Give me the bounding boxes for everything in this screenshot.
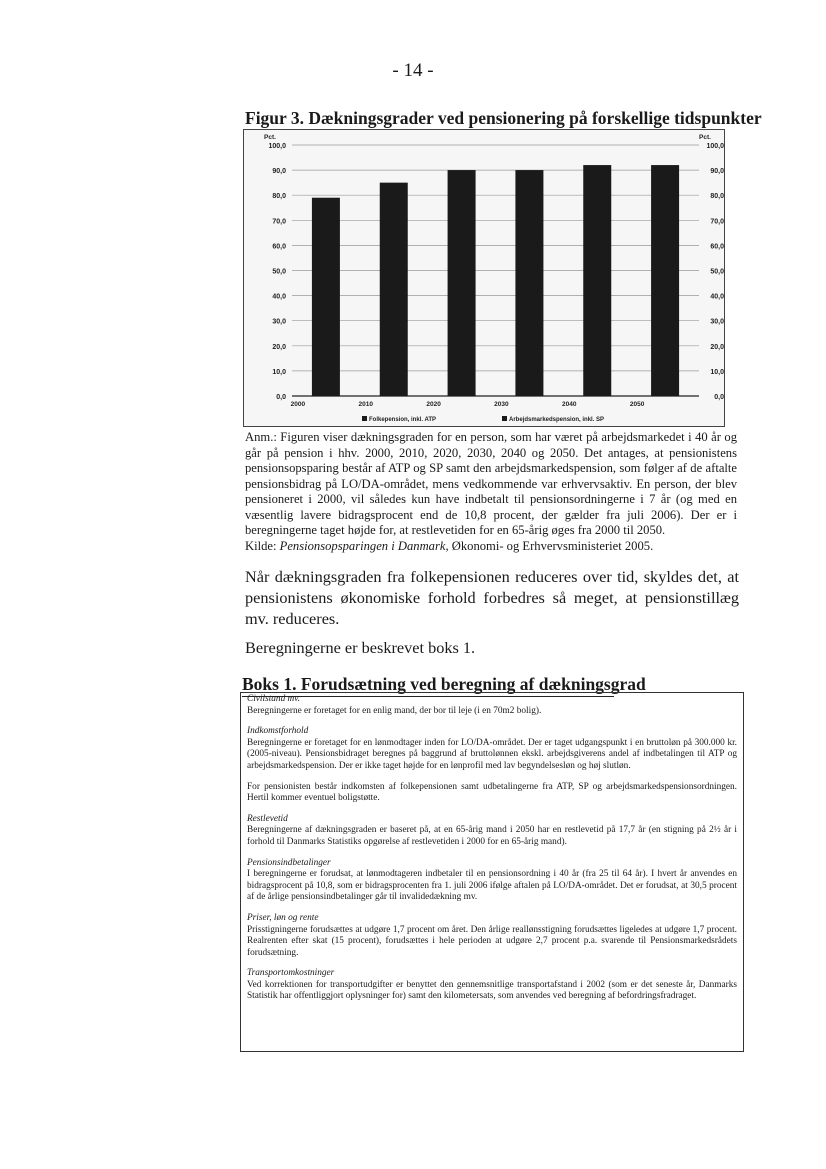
x-tick-label: 2040 xyxy=(562,401,577,408)
bar-2010 xyxy=(380,183,408,396)
chart-legend xyxy=(362,416,604,423)
bar-2040 xyxy=(583,165,611,396)
y-tick-label-left: 90,0 xyxy=(272,168,286,176)
y-tick-label-left: 60,0 xyxy=(272,243,286,251)
box-section xyxy=(247,694,737,717)
box-sections xyxy=(247,694,737,1003)
y-axis-label-right: Pct. xyxy=(699,134,711,141)
box-section-title: Priser, løn og rente xyxy=(247,912,319,923)
y-tick-label-right: 40,0 xyxy=(710,293,724,301)
bar-2000 xyxy=(312,198,340,396)
figure-title: Figur 3. Dækningsgrader ved pensionering på forskellige tidspunkter xyxy=(245,108,723,132)
x-tick-label: 2050 xyxy=(629,401,645,408)
box-section-title: Indkomstforhold xyxy=(247,726,309,737)
box-title: Boks 1. Forudsætning ved beregning af dækningsgrad xyxy=(242,674,614,697)
y-tick-label-right: 10,0 xyxy=(710,368,724,376)
x-tick-label: 2020 xyxy=(426,401,441,408)
y-tick-label-right: 0,0 xyxy=(714,394,724,401)
source-rest: , Økonomi- og Erhvervsministeriet 2005. xyxy=(445,538,654,553)
note-label: Anm.: xyxy=(245,430,277,444)
box-section-title: Transportomkostninger xyxy=(247,968,335,979)
chart-grid xyxy=(292,145,699,396)
y-tick-label-right: 20,0 xyxy=(710,343,724,351)
box-section-text: Beregningerne af dækningsgraden er baseret på, at en 65-årig mand i 2050 har en restlevetid på 17,7 år (en stigning på 2½ år i forhold til Danmarks Statistiks opgørelse af restlevetiden i 2000 for en 65-årig mand). xyxy=(247,825,737,847)
y-axis-label-left: Pct. xyxy=(264,134,276,141)
y-tick-label-right: 50,0 xyxy=(710,268,724,276)
chart-frame xyxy=(243,129,725,427)
body-paragraph-2: Beregningerne er beskrevet boks 1. xyxy=(245,638,476,657)
box-section xyxy=(247,782,737,805)
box-section-title: Civilstand mv. xyxy=(247,694,301,704)
y-tick-label-left: 70,0 xyxy=(272,218,286,226)
box-section xyxy=(247,968,737,1003)
box-section xyxy=(247,858,737,904)
y-tick-label-left: 30,0 xyxy=(272,318,286,326)
box-section xyxy=(247,913,737,959)
x-tick-label: 2030 xyxy=(494,401,509,408)
assumptions-box xyxy=(240,692,744,1052)
box-section-text: Ved korrektionen for transportudgifter er benyttet den gennemsnitlige transportafstand i 2002 (som er det seneste år, Danmarks Statistik har offentliggjort oplysninger for) samt den kilometersats, som anvendes ved beregning af befordringsfradraget. xyxy=(247,979,737,1002)
box-section-title: Restlevetid xyxy=(247,813,288,824)
bar-2020 xyxy=(448,170,476,396)
box-section-text: Prisstigningerne forudsættes at udgøre 1,7 procent om året. Den årlige reallønsstigning forudsættes ligeledes at udgøre 1,7 procent. Realrenten efter skat (15 procent), forudsættes i hele perioden at udgøre 2,7 procent p.a. svarende til Pensionsmarkedsrådets forudsætning. xyxy=(247,924,737,958)
legend-swatch xyxy=(362,416,367,421)
coverage-bar-chart xyxy=(244,130,724,426)
y-tick-label-right: 30,0 xyxy=(710,318,724,326)
x-tick-label: 2010 xyxy=(358,401,373,408)
legend-swatch xyxy=(502,416,507,421)
chart-bars xyxy=(312,165,679,396)
bar-2050 xyxy=(651,165,679,396)
bar-2030 xyxy=(515,170,543,396)
y-tick-label-right: 70,0 xyxy=(710,218,724,226)
y-tick-label-left: 50,0 xyxy=(272,268,286,276)
box-section-text: I beregningerne er forudsat, at lønmodtageren indbetaler til en pensionsordning i 40 år (fra 25 til 64 år). I hvert år anvendes en bidragsprocent på 10,8, som er bidragsprocenten fra 1. juli 2006 ifølge aftalen på LO/DA-området. Det er forudsat, at 30,5 procent af de årlige pensionsindbetalinger går til invalidedækning mv. xyxy=(247,869,737,903)
legend-label: Arbejdsmarkedspension, inkl. SP xyxy=(509,417,605,423)
y-tick-label-left: 10,0 xyxy=(272,368,286,376)
note-text: Figuren viser dækningsgraden for en person, som har været på arbejdsmarkedet i 40 år og går på pension i hhv. 2000, 2010, 2020, 2030, 2040 og 2050. Det antages, at pensionistens pensionsopsparing består af ATP og SP samt den arbejdsmarkedspension, som følger af de aftalte pensionsbidrag på LO/DA-området, mens vedkommende var erhvervsaktiv. En person, der blev pensioneret i 2000, vil således kun have indbetalt til pensionsordningerne i 7 år (og med en væsentlig lavere bidragsprocent end de 10,8 procent, der gælder fra juli 2006). Der er i beregningerne taget højde for, at restlevetiden for en 65-årig øges fra 2000 til 2050. xyxy=(245,430,737,537)
y-tick-label-left: 100,0 xyxy=(268,143,286,150)
page-number: - 14 - xyxy=(392,60,434,81)
y-tick-label-left: 0,0 xyxy=(276,394,286,401)
box-section xyxy=(247,726,737,772)
y-tick-label-right: 80,0 xyxy=(710,193,724,201)
y-tick-label-left: 40,0 xyxy=(272,293,286,301)
y-tick-label-left: 80,0 xyxy=(272,193,286,201)
box-section-text: Beregningerne er foretaget for en enlig mand, der bor til leje (i en 70m2 bolig). xyxy=(247,705,542,716)
box-section-title: Pensionsindbetalinger xyxy=(247,857,331,868)
source-label: Kilde: xyxy=(245,538,280,553)
legend-label: Folkepension, inkl. ATP xyxy=(369,417,437,423)
body-paragraph: Når dækningsgraden fra folkepensionen reduceres over tid, skyldes det, at pensionistens økonomiske forhold forbedres så meget, at pensionstillæg mv. reduceres. xyxy=(245,567,739,628)
source-title: Pensionsopsparingen i Danmark xyxy=(279,538,446,553)
box-section xyxy=(247,814,737,849)
box-section-text: Beregningerne er foretaget for en lønmodtager inden for LO/DA-området. Der er taget udgangspunkt i en bruttoløn på 300.000 kr. (2005-niveau). Pensionsbidraget beregnes på baggrund af bruttolønnen ekskl. arbejdsgiverens andel af indbetalingen til ATP og arbejdsmarkedspension. Der er ikke taget højde for en lønprofil med lav begyndelsesløn og høj slutløn. xyxy=(247,737,737,771)
x-tick-label: 2000 xyxy=(290,401,306,408)
y-tick-label-right: 100,0 xyxy=(706,143,724,150)
figure-note xyxy=(245,430,737,554)
y-tick-label-right: 90,0 xyxy=(710,168,724,176)
y-tick-label-right: 60,0 xyxy=(710,243,724,251)
box-section-text: For pensionisten består indkomsten af folkepensionen samt udbetalingerne fra ATP, SP og arbejdsmarkedspensionsordningen. Hertil kommer eventuel boligstøtte. xyxy=(247,781,737,804)
y-tick-label-left: 20,0 xyxy=(272,343,286,351)
